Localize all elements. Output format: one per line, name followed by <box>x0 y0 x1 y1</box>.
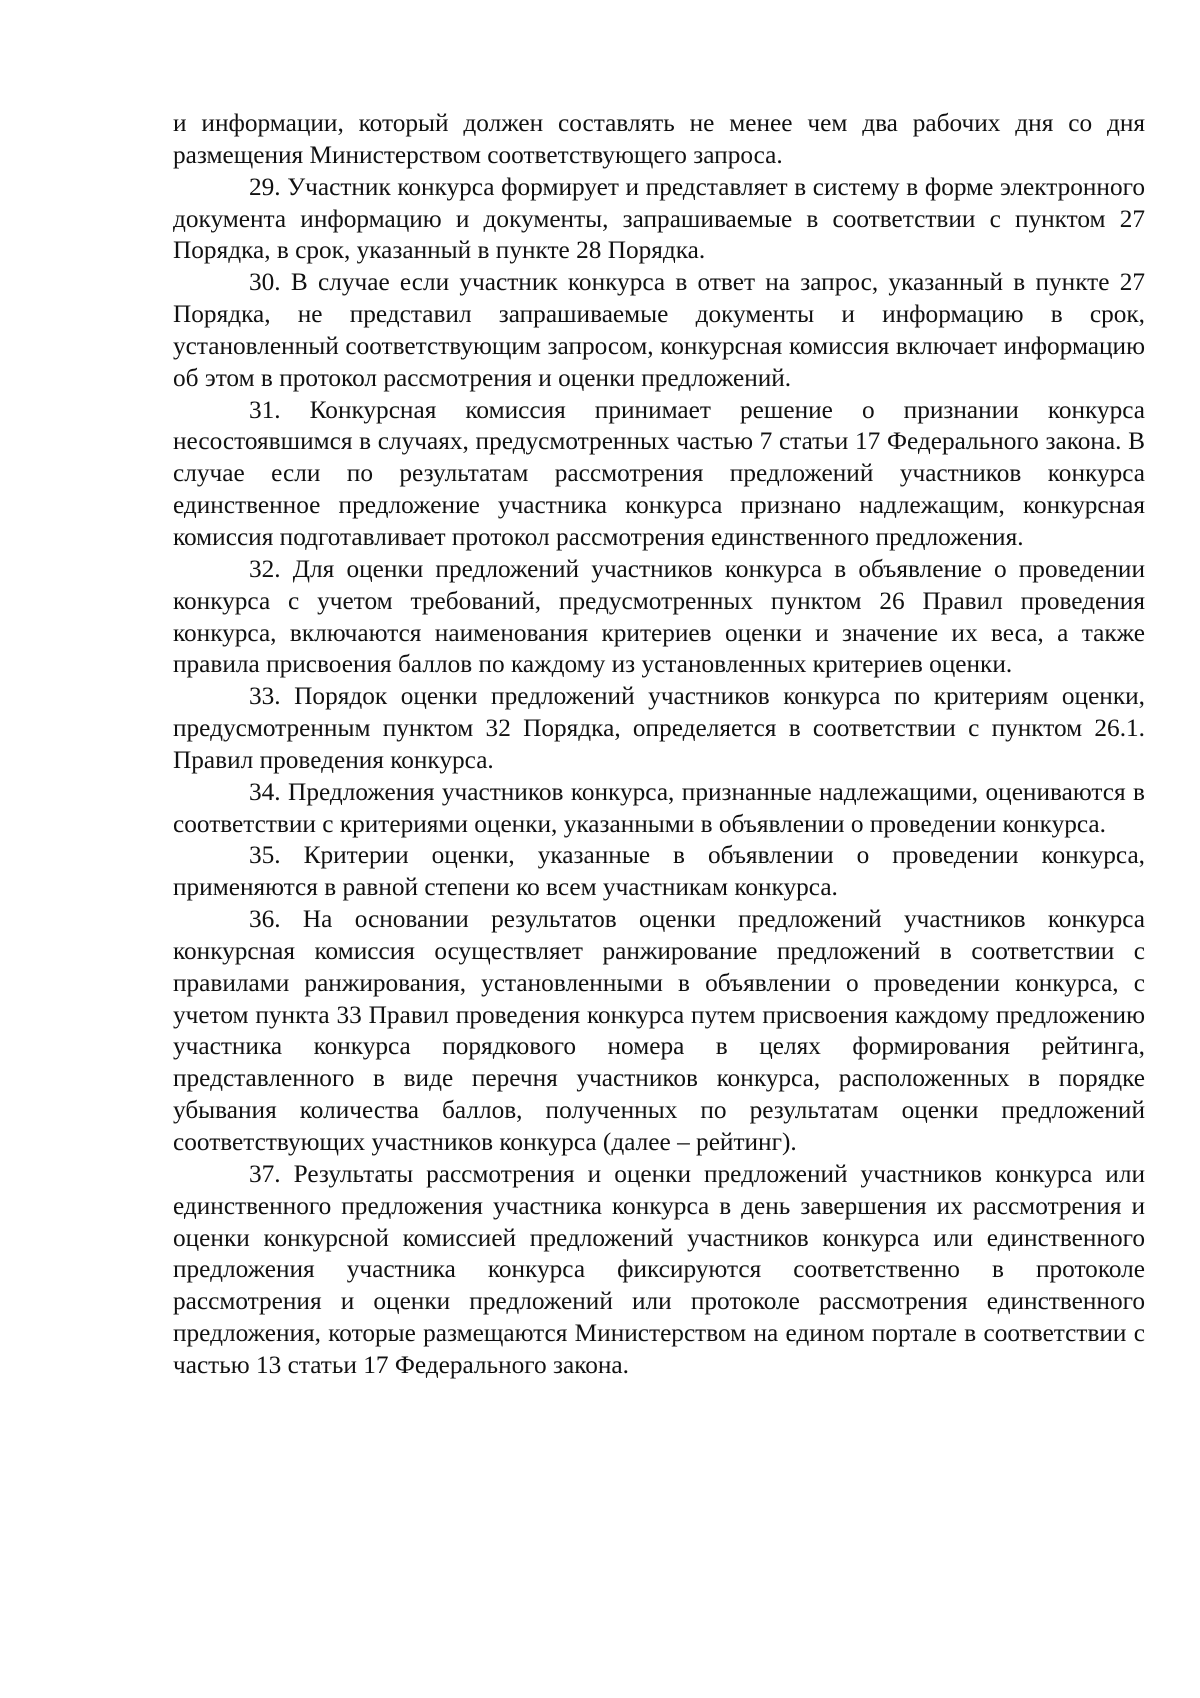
paragraph-continuation: и информации, который должен составлять не менее чем два рабочих дня со дня размещения Министерством соответствующего запроса. <box>173 109 1145 169</box>
paragraph-32: 32. Для оценки предложений участников конкурса в объявление о проведении конкурса с учетом требований, предусмотренных пунктом 26 Правил проведения конкурса, включаются наименования критериев оценки и значение их веса, а также правила присвоения баллов по каждому из установленных критериев оценки. <box>173 554 1145 679</box>
document-page <box>173 108 1145 1382</box>
paragraph-35: 35. Критерии оценки, указанные в объявлении о проведении конкурса, применяются в равной степени ко всем участникам конкурса. <box>173 841 1145 902</box>
paragraph-34: 34. Предложения участников конкурса, признанные надлежащими, оцениваются в соответствии с критериями оценки, указанными в объявлении о проведении конкурса. <box>173 777 1145 838</box>
paragraph-31: 31. Конкурсная комиссия принимает решение о признании конкурса несостоявшимся в случаях, предусмотренных частью 7 статьи 17 Федерального закона. В случае если по результатам рассмотрения предложений участников конкурса единственное предложение участника конкурса признано надлежащим, конкурсная комиссия подготавливает протокол рассмотрения единственного предложения. <box>173 395 1145 551</box>
paragraph-37: 37. Результаты рассмотрения и оценки предложений участников конкурса или единственного предложения участника конкурса в день завершения их рассмотрения и оценки конкурсной комиссией предложений участников конкурса или единственного предложения участника конкурса фиксируются соответственно в протоколе рассмотрения и оценки предложений или протоколе рассмотрения единственного предложения, которые размещаются Министерством на едином портале в соответствии с частью 13 статьи 17 Федерального закона. <box>173 1159 1145 1379</box>
paragraph-33: 33. Порядок оценки предложений участников конкурса по критериям оценки, предусмотренным пунктом 32 Порядка, определяется в соответствии с пунктом 26.1. Правил проведения конкурса. <box>173 682 1145 774</box>
paragraph-36: 36. На основании результатов оценки предложений участников конкурса конкурсная комиссия осуществляет ранжирование предложений в соответствии с правилами ранжирования, установленными в объявлении о проведении конкурса, с учетом пункта 33 Правил проведения конкурса путем присвоения каждому предложению участника конкурса порядкового номера в целях формирования рейтинга, представленного в виде перечня участников конкурса, расположенных в порядке убывания количества баллов, полученных по результатам оценки предложений соответствующих участников конкурса (далее – рейтинг). <box>173 905 1145 1156</box>
paragraph-29: 29. Участник конкурса формирует и представляет в систему в форме электронного документа информацию и документы, запрашиваемые в соответствии с пунктом 27 Порядка, в срок, указанный в пункте 28 Порядка. <box>173 172 1145 265</box>
paragraph-30: 30. В случае если участник конкурса в ответ на запрос, указанный в пункте 27 Порядка, не представил запрашиваемые документы и информацию в срок, установленный соответствующим запросом, конкурсная комиссия включает информацию об этом в протокол рассмотрения и оценки предложений. <box>173 268 1145 392</box>
